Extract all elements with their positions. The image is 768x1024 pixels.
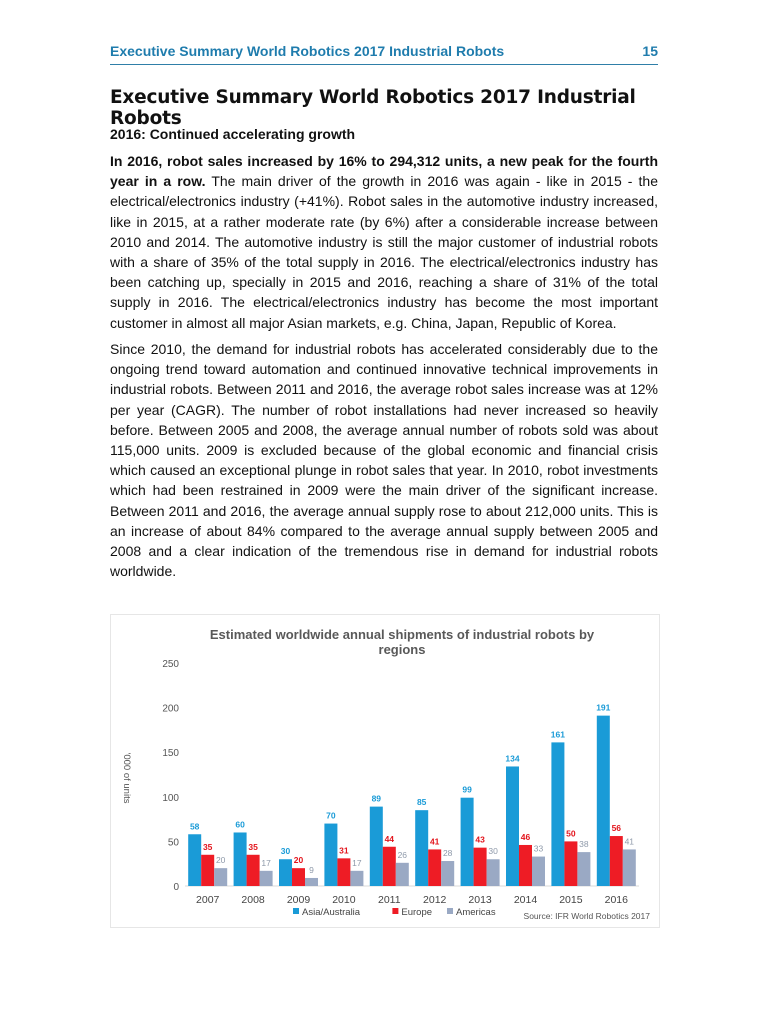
bar-americas-2007: [214, 868, 227, 886]
x-tick-label: 2012: [423, 894, 447, 906]
bar-europe-2012: [428, 849, 441, 886]
data-label: 89: [371, 793, 382, 804]
data-label: 41: [624, 836, 635, 847]
data-label: 17: [352, 857, 362, 868]
y-tick-label: 100: [162, 792, 179, 804]
chart-source: Source: IFR World Robotics 2017: [523, 911, 650, 921]
bar-europe-2013: [474, 848, 487, 886]
bar-asia-australia-2008: [234, 832, 247, 886]
document-title: Executive Summary World Robotics 2017 Industrial Robots: [110, 87, 636, 129]
y-tick-label: 0: [173, 882, 179, 893]
y-axis-label: '000 of units: [121, 752, 132, 804]
legend-label: Asia/Australia: [302, 907, 361, 918]
data-label: 38: [579, 839, 589, 850]
bar-asia-australia-2015: [551, 742, 564, 886]
x-tick-label: 2010: [332, 894, 356, 906]
data-label: 20: [293, 855, 304, 866]
data-label: 134: [505, 753, 520, 764]
legend-label: Americas: [456, 907, 496, 918]
y-tick-label: 200: [162, 703, 179, 715]
bar-europe-2007: [201, 855, 214, 886]
running-header: [110, 42, 658, 65]
section-subheading: 2016: Continued accelerating growth: [110, 126, 356, 142]
data-label: 43: [475, 834, 485, 845]
data-label: 35: [202, 841, 213, 852]
data-label: 70: [326, 810, 336, 821]
bar-americas-2009: [305, 878, 318, 886]
paragraph-1-lead: In 2016, robot sales increased by 16% to 294,312 units, a new peak for the fourth year in a row.: [110, 153, 658, 190]
bar-americas-2012: [441, 861, 454, 886]
data-label: 31: [339, 845, 349, 856]
data-label: 35: [248, 841, 258, 852]
data-label: 58: [189, 821, 200, 832]
data-label: 20: [215, 855, 226, 866]
y-tick-label: 150: [162, 748, 179, 760]
chart-title-line-2: regions: [378, 642, 426, 657]
data-label: 99: [462, 784, 472, 795]
bar-americas-2008: [260, 871, 273, 886]
data-label: 9: [309, 864, 314, 875]
bar-asia-australia-2011: [370, 807, 383, 886]
data-label: 44: [384, 833, 395, 844]
bar-americas-2016: [623, 849, 636, 886]
x-tick-label: 2014: [513, 894, 538, 906]
legend-swatch-asia-australia: [293, 908, 299, 914]
bar-asia-australia-2009: [279, 859, 292, 886]
data-label: 85: [416, 797, 427, 808]
data-label: 191: [596, 702, 611, 713]
data-label: 30: [280, 846, 291, 857]
data-label: 26: [397, 849, 408, 860]
bar-americas-2014: [532, 857, 545, 886]
data-label: 30: [488, 846, 498, 857]
legend-swatch-europe: [392, 908, 398, 914]
legend-swatch-americas: [447, 908, 453, 914]
bar-asia-australia-2012: [415, 810, 428, 886]
data-label: 161: [550, 729, 565, 740]
x-tick-label: 2016: [604, 894, 628, 906]
bar-asia-australia-2013: [461, 798, 474, 886]
paragraph-2: Since 2010, the demand for industrial robots has accelerated considerably due to the ongoing trend toward automation and continued innovative technical improvements in industrial robots. Between 2011 and 2016, the average robot sales increase was at 12% per year (CAGR). The number of robot installations had never increased so heavily before. Between 2005 and 2008, the average annual number of robots sold was about 115,000 units. 2009 is excluded because of the global economic and financial crisis which caused an exceptional plunge in robot sales that year. In 2010, robot investments which had been restrained in 2009 were the main driver of the significant increase. Between 2011 and 2016, the average annual supply rose to about 212,000 units. This is an increase of about 84% compared to the average annual supply between 2005 and 2008 and a clear indication of the tremendous rise in demand for industrial robots worldwide.: [110, 341, 658, 580]
legend-label: Europe: [401, 907, 433, 918]
bar-asia-australia-2016: [597, 716, 610, 886]
bar-americas-2013: [487, 859, 500, 886]
data-label: 50: [566, 828, 576, 839]
plot-area: [162, 659, 639, 918]
y-tick-label: 250: [162, 659, 179, 670]
paragraph-1-body: The main driver of the growth in 2016 was again - like in 2015 - the electrical/electronics industry (+41%). Robot sales in the automotive industry increased, like in 2015, at a rather moderate rate (by 6%) after a considerable increase between 2010 and 2014. The automotive industry is still the major customer of industrial robots with a share of 35% of the total supply in 2016. The electrical/electronics industry has been catching up, specially in 2015 and 2016, reaching a share of 31% of the total supply in 2016. The electrical/electronics industry has become the most important customer in almost all major Asian markets, e.g. China, Japan, Republic of Korea.: [110, 173, 658, 331]
bar-americas-2015: [577, 852, 590, 886]
x-tick-label: 2013: [468, 894, 492, 906]
bar-europe-2009: [292, 868, 305, 886]
bar-europe-2015: [564, 841, 577, 886]
x-tick-label: 2007: [196, 894, 220, 906]
data-label: 33: [533, 843, 544, 854]
data-label: 46: [520, 831, 531, 842]
bar-europe-2014: [519, 845, 532, 886]
bar-asia-australia-2007: [188, 834, 201, 886]
bar-asia-australia-2010: [324, 824, 337, 886]
bar-europe-2011: [383, 847, 396, 886]
bar-europe-2008: [247, 855, 260, 886]
data-label: 60: [235, 819, 245, 830]
x-tick-label: 2015: [559, 894, 583, 906]
paragraph-1: [110, 151, 658, 333]
shipments-chart: [110, 614, 660, 928]
data-label: 17: [261, 857, 271, 868]
bar-europe-2010: [337, 858, 350, 886]
x-tick-label: 2009: [286, 894, 311, 906]
data-label: 56: [611, 823, 622, 834]
running-header-title: Executive Summary World Robotics 2017 Industrial Robots: [110, 43, 505, 59]
bar-europe-2016: [610, 836, 623, 886]
chart-svg: [111, 615, 659, 927]
bar-americas-2010: [350, 871, 363, 886]
x-tick-label: 2008: [241, 894, 265, 906]
chart-title-line-1: Estimated worldwide annual shipments of industrial robots by: [209, 627, 595, 642]
x-tick-label: 2011: [378, 894, 401, 906]
bar-asia-australia-2014: [506, 766, 519, 886]
bar-americas-2011: [396, 863, 409, 886]
data-label: 41: [429, 836, 440, 847]
page-number: 15: [642, 43, 658, 59]
data-label: 28: [442, 848, 453, 859]
y-tick-label: 50: [167, 837, 179, 849]
